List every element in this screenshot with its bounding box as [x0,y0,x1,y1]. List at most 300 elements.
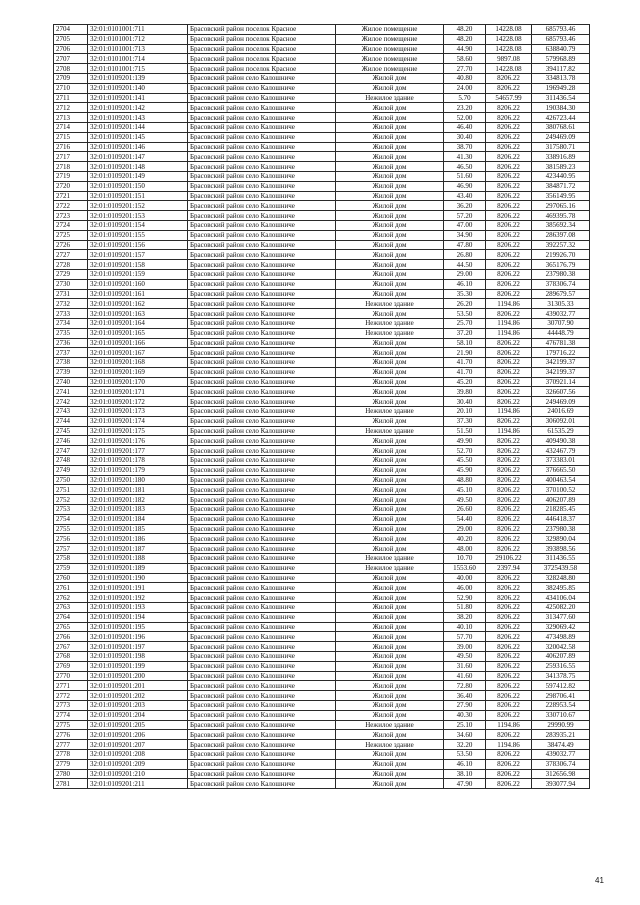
table-row [54,671,590,681]
table-row [54,681,590,691]
table-cell-type: Жилой дом [336,289,444,299]
table-cell-area: 58.10 [444,338,486,348]
table-cell-num: 2727 [54,250,88,260]
table-cell-type: Жилой дом [336,181,444,191]
table-cell-area: 52.00 [444,113,486,123]
table-cell-addr: Брасовский район село Калошниче [188,358,336,368]
table-cell-rate: 14228.08 [486,64,532,74]
table-cell-addr: Брасовский район село Калошниче [188,250,336,260]
table-cell-rate: 8206.22 [486,309,532,319]
table-cell-type: Жилой дом [336,416,444,426]
table-row [54,358,590,368]
table-cell-cad: 32:01:0109201:141 [88,93,188,103]
table-cell-num: 2773 [54,700,88,710]
table-cell-cad: 32:01:0109201:164 [88,318,188,328]
table-cell-type: Жилой дом [336,612,444,622]
table-cell-cost: 406207.89 [532,495,590,505]
table-cell-cad: 32:01:0109201:170 [88,377,188,387]
table-cell-type: Жилой дом [336,230,444,240]
table-cell-rate: 8206.22 [486,211,532,221]
table-cell-addr: Брасовский район село Калошниче [188,749,336,759]
table-row [54,367,590,377]
table-cell-area: 37.20 [444,328,486,338]
table-cell-num: 2745 [54,426,88,436]
table-row [54,554,590,564]
table-cell-rate: 8206.22 [486,652,532,662]
table-cell-area: 48.00 [444,544,486,554]
table-cell-rate: 8206.22 [486,730,532,740]
table-cell-rate: 8206.22 [486,240,532,250]
table-cell-num: 2754 [54,514,88,524]
table-cell-area: 36.40 [444,691,486,701]
table-row [54,563,590,573]
table-cell-addr: Брасовский район село Калошниче [188,652,336,662]
table-cell-cad: 32:01:0109201:166 [88,338,188,348]
table-cell-cost: 31305.33 [532,299,590,309]
table-cell-cad: 32:01:0109201:201 [88,681,188,691]
table-cell-type: Жилой дом [336,779,444,789]
table-cell-rate: 8206.22 [486,83,532,93]
table-cell-rate: 8206.22 [486,171,532,181]
table-cell-rate: 8206.22 [486,367,532,377]
table-cell-area: 46.90 [444,181,486,191]
table-cell-area: 52.90 [444,593,486,603]
table-cell-rate: 8206.22 [486,456,532,466]
table-row [54,269,590,279]
table-cell-cad: 32:01:0109201:149 [88,171,188,181]
table-cell-cost: 219926.70 [532,250,590,260]
table-cell-num: 2739 [54,367,88,377]
table-row [54,397,590,407]
table-cell-cost: 393898.56 [532,544,590,554]
table-cell-cost: 469395.78 [532,211,590,221]
table-cell-cad: 32:01:0101001:715 [88,64,188,74]
table-cell-cost: 259316.55 [532,661,590,671]
table-row [54,64,590,74]
table-cell-cost: 298706.41 [532,691,590,701]
table-cell-cost: 376665.50 [532,465,590,475]
table-row [54,201,590,211]
table-cell-rate: 1194.86 [486,426,532,436]
table-row [54,603,590,613]
table-cell-cost: 373383.01 [532,456,590,466]
table-cell-cad: 32:01:0109201:168 [88,358,188,368]
table-cell-cost: 384871.72 [532,181,590,191]
table-cell-cost: 30707.90 [532,318,590,328]
table-cell-rate: 8206.22 [486,465,532,475]
table-cell-num: 2758 [54,554,88,564]
table-cell-rate: 8206.22 [486,279,532,289]
table-cell-type: Жилой дом [336,534,444,544]
table-cell-addr: Брасовский район село Калошниче [188,563,336,573]
table-cell-num: 2750 [54,475,88,485]
table-cell-rate: 8206.22 [486,397,532,407]
table-cell-num: 2742 [54,397,88,407]
table-cell-addr: Брасовский район село Калошниче [188,211,336,221]
table-cell-cost: 439032.77 [532,749,590,759]
table-cell-type: Жилой дом [336,338,444,348]
table-cell-addr: Брасовский район село Калошниче [188,162,336,172]
table-cell-cost: 237980.38 [532,524,590,534]
table-cell-num: 2710 [54,83,88,93]
table-cell-type: Нежилое здание [336,563,444,573]
table-cell-type: Жилой дом [336,524,444,534]
table-cell-num: 2734 [54,318,88,328]
table-row [54,730,590,740]
table-cell-cad: 32:01:0109201:204 [88,710,188,720]
table-cell-cost: 685793.46 [532,34,590,44]
table-cell-addr: Брасовский район село Калошниче [188,514,336,524]
table-cell-type: Жилое помещение [336,25,444,35]
table-cell-type: Нежилое здание [336,328,444,338]
table-cell-area: 24.00 [444,83,486,93]
table-row [54,328,590,338]
table-cell-type: Жилой дом [336,269,444,279]
table-cell-num: 2776 [54,730,88,740]
table-cell-rate: 8206.22 [486,749,532,759]
table-row [54,377,590,387]
table-cell-type: Жилой дом [336,387,444,397]
table-cell-rate: 8206.22 [486,73,532,83]
table-cell-num: 2752 [54,495,88,505]
table-cell-rate: 8206.22 [486,446,532,456]
table-row [54,700,590,710]
table-cell-num: 2753 [54,505,88,515]
table-cell-cad: 32:01:0109201:155 [88,230,188,240]
table-cell-num: 2757 [54,544,88,554]
table-cell-addr: Брасовский район село Калошниче [188,299,336,309]
table-row [54,622,590,632]
table-cell-type: Жилой дом [336,622,444,632]
table-cell-num: 2713 [54,113,88,123]
table-cell-rate: 8206.22 [486,769,532,779]
table-cell-cost: 38474.49 [532,740,590,750]
table-cell-area: 47.80 [444,240,486,250]
table-cell-rate: 8206.22 [486,544,532,554]
table-cell-addr: Брасовский район село Калошниче [188,348,336,358]
table-cell-area: 39.80 [444,387,486,397]
table-cell-num: 2770 [54,671,88,681]
table-cell-cad: 32:01:0109201:142 [88,103,188,113]
table-cell-cad: 32:01:0109201:147 [88,152,188,162]
table-row [54,25,590,35]
table-cell-rate: 1194.86 [486,299,532,309]
table-cell-type: Жилой дом [336,632,444,642]
table-cell-cost: 446418.37 [532,514,590,524]
table-cell-area: 41.70 [444,358,486,368]
table-row [54,162,590,172]
table-cell-num: 2738 [54,358,88,368]
table-cell-type: Жилой дом [336,485,444,495]
table-cell-rate: 8206.22 [486,201,532,211]
table-cell-type: Жилой дом [336,436,444,446]
table-cell-type: Жилой дом [336,103,444,113]
table-cell-addr: Брасовский район село Калошниче [188,240,336,250]
table-cell-rate: 8206.22 [486,495,532,505]
table-cell-area: 45.50 [444,456,486,466]
table-row [54,338,590,348]
table-cell-addr: Брасовский район село Калошниче [188,544,336,554]
table-cell-cad: 32:01:0109201:172 [88,397,188,407]
table-cell-addr: Брасовский район поселок Красное [188,34,336,44]
table-cell-type: Жилой дом [336,367,444,377]
table-cell-area: 52.70 [444,446,486,456]
table-cell-cad: 32:01:0109201:143 [88,113,188,123]
table-row [54,103,590,113]
table-cell-type: Жилой дом [336,495,444,505]
table-cell-area: 34.60 [444,730,486,740]
table-cell-cad: 32:01:0109201:189 [88,563,188,573]
table-cell-type: Жилой дом [336,691,444,701]
table-cell-addr: Брасовский район село Калошниче [188,191,336,201]
table-cell-rate: 54657.99 [486,93,532,103]
table-row [54,309,590,319]
table-cell-num: 2781 [54,779,88,789]
table-cell-area: 51.80 [444,603,486,613]
table-cell-cad: 32:01:0109201:174 [88,416,188,426]
table-cell-rate: 8206.22 [486,622,532,632]
table-cell-type: Нежилое здание [336,318,444,328]
table-cell-num: 2747 [54,446,88,456]
table-cell-type: Жилой дом [336,514,444,524]
table-cell-num: 2716 [54,142,88,152]
table-cell-cost: 370921.14 [532,377,590,387]
table-cell-addr: Брасовский район село Калошниче [188,407,336,417]
table-cell-cad: 32:01:0109201:196 [88,632,188,642]
table-cell-area: 26.20 [444,299,486,309]
table-cell-rate: 8206.22 [486,250,532,260]
table-cell-addr: Брасовский район село Калошниче [188,475,336,485]
table-cell-addr: Брасовский район село Калошниче [188,328,336,338]
table-cell-area: 40.30 [444,710,486,720]
table-cell-num: 2740 [54,377,88,387]
table-cell-addr: Брасовский район село Калошниче [188,122,336,132]
table-cell-type: Нежилое здание [336,299,444,309]
table-cell-cost: 179716.22 [532,348,590,358]
table-cell-area: 48.80 [444,475,486,485]
table-cell-type: Жилой дом [336,446,444,456]
table-cell-cad: 32:01:0109201:140 [88,83,188,93]
table-cell-num: 2718 [54,162,88,172]
table-cell-area: 49.50 [444,652,486,662]
table-cell-type: Жилой дом [336,652,444,662]
table-cell-num: 2767 [54,642,88,652]
table-cell-cost: 365176.79 [532,260,590,270]
table-row [54,456,590,466]
table-cell-area: 26.80 [444,250,486,260]
table-cell-rate: 8206.22 [486,759,532,769]
table-cell-addr: Брасовский район село Калошниче [188,710,336,720]
table-row [54,318,590,328]
table-cell-cad: 32:01:0109201:169 [88,367,188,377]
table-cell-type: Жилой дом [336,505,444,515]
table-cell-cost: 392257.32 [532,240,590,250]
table-cell-cost: 370100.52 [532,485,590,495]
table-cell-rate: 8206.22 [486,289,532,299]
table-cell-num: 2749 [54,465,88,475]
table-cell-rate: 8206.22 [486,416,532,426]
table-cell-cost: 338916.89 [532,152,590,162]
table-cell-cost: 283935.21 [532,730,590,740]
table-cell-area: 48.20 [444,34,486,44]
table-cell-area: 31.60 [444,661,486,671]
table-cell-cad: 32:01:0109201:203 [88,700,188,710]
table-cell-addr: Брасовский район село Калошниче [188,416,336,426]
table-cell-cad: 32:01:0109201:185 [88,524,188,534]
table-cell-rate: 8206.22 [486,181,532,191]
table-cell-type: Жилой дом [336,397,444,407]
table-cell-num: 2768 [54,652,88,662]
table-row [54,436,590,446]
table-cell-num: 2764 [54,612,88,622]
table-cell-area: 40.10 [444,622,486,632]
table-cell-area: 57.70 [444,632,486,642]
table-cell-area: 48.20 [444,25,486,35]
table-cell-rate: 8206.22 [486,681,532,691]
table-row [54,122,590,132]
table-row [54,446,590,456]
table-row [54,260,590,270]
table-cell-num: 2731 [54,289,88,299]
table-cell-area: 32.20 [444,740,486,750]
table-cell-rate: 14228.08 [486,44,532,54]
table-cell-rate: 8206.22 [486,661,532,671]
table-cell-cost: 423440.95 [532,171,590,181]
table-cell-cost: 425082.20 [532,603,590,613]
table-cell-num: 2765 [54,622,88,632]
table-cell-cost: 380768.61 [532,122,590,132]
table-cell-area: 45.10 [444,485,486,495]
table-cell-cad: 32:01:0109201:177 [88,446,188,456]
table-row [54,691,590,701]
table-cell-addr: Брасовский район село Калошниче [188,171,336,181]
table-cell-num: 2760 [54,573,88,583]
table-cell-cad: 32:01:0101001:714 [88,54,188,64]
table-cell-rate: 8206.22 [486,534,532,544]
table-cell-area: 30.40 [444,397,486,407]
table-cell-addr: Брасовский район село Калошниче [188,622,336,632]
table-cell-num: 2706 [54,44,88,54]
table-row [54,93,590,103]
registry-table-body [54,25,590,789]
table-cell-addr: Брасовский район село Калошниче [188,720,336,730]
table-cell-cost: 24016.69 [532,407,590,417]
table-cell-type: Жилой дом [336,73,444,83]
table-cell-num: 2761 [54,583,88,593]
table-cell-type: Жилой дом [336,142,444,152]
table-cell-rate: 8206.22 [486,358,532,368]
table-cell-cad: 32:01:0109201:193 [88,603,188,613]
table-cell-area: 10.70 [444,554,486,564]
table-cell-num: 2762 [54,593,88,603]
table-cell-type: Нежилое здание [336,426,444,436]
table-cell-addr: Брасовский район поселок Красное [188,25,336,35]
table-cell-type: Жилой дом [336,593,444,603]
table-cell-cad: 32:01:0109201:161 [88,289,188,299]
table-cell-cad: 32:01:0109201:178 [88,456,188,466]
table-cell-cad: 32:01:0109201:145 [88,132,188,142]
table-cell-area: 25.70 [444,318,486,328]
table-cell-addr: Брасовский район село Калошниче [188,309,336,319]
table-cell-addr: Брасовский район село Калошниче [188,103,336,113]
table-cell-rate: 8206.22 [486,573,532,583]
table-row [54,524,590,534]
table-cell-rate: 8206.22 [486,230,532,240]
table-cell-area: 47.90 [444,779,486,789]
table-cell-rate: 8206.22 [486,436,532,446]
table-cell-rate: 8206.22 [486,485,532,495]
table-cell-addr: Брасовский район село Калошниче [188,83,336,93]
table-cell-type: Жилой дом [336,162,444,172]
table-row [54,661,590,671]
table-row [54,759,590,769]
table-cell-addr: Брасовский район село Калошниче [188,661,336,671]
table-cell-type: Нежилое здание [336,740,444,750]
table-cell-cost: 382495.85 [532,583,590,593]
table-cell-addr: Брасовский район село Калошниче [188,730,336,740]
table-row [54,348,590,358]
table-cell-rate: 1194.86 [486,740,532,750]
table-cell-area: 45.20 [444,377,486,387]
table-cell-cost: 237980.38 [532,269,590,279]
table-row [54,534,590,544]
table-cell-num: 2730 [54,279,88,289]
table-cell-num: 2723 [54,211,88,221]
table-cell-addr: Брасовский район село Калошниче [188,554,336,564]
table-cell-cost: 400463.54 [532,475,590,485]
table-cell-cad: 32:01:0109201:171 [88,387,188,397]
table-cell-addr: Брасовский район село Калошниче [188,318,336,328]
table-cell-area: 40.20 [444,534,486,544]
table-cell-type: Жилой дом [336,642,444,652]
table-cell-addr: Брасовский район село Калошниче [188,220,336,230]
table-row [54,240,590,250]
table-cell-num: 2732 [54,299,88,309]
table-cell-area: 45.90 [444,465,486,475]
table-cell-cad: 32:01:0109201:211 [88,779,188,789]
table-cell-rate: 2397.94 [486,563,532,573]
table-cell-area: 40.80 [444,73,486,83]
table-cell-cad: 32:01:0109201:199 [88,661,188,671]
table-row [54,612,590,622]
table-cell-num: 2720 [54,181,88,191]
table-cell-cost: 434106.04 [532,593,590,603]
table-cell-cost: 334813.78 [532,73,590,83]
table-row [54,475,590,485]
table-cell-cost: 426723.44 [532,113,590,123]
table-cell-type: Нежилое здание [336,93,444,103]
table-cell-cost: 329890.04 [532,534,590,544]
table-cell-cost: 312656.98 [532,769,590,779]
table-cell-num: 2756 [54,534,88,544]
table-cell-cad: 32:01:0109201:195 [88,622,188,632]
table-cell-num: 2728 [54,260,88,270]
table-cell-cad: 32:01:0109201:144 [88,122,188,132]
table-cell-cost: 190384.30 [532,103,590,113]
table-cell-cad: 32:01:0109201:139 [88,73,188,83]
table-cell-rate: 8206.22 [486,387,532,397]
table-cell-num: 2780 [54,769,88,779]
table-cell-area: 25.10 [444,720,486,730]
table-cell-cad: 32:01:0109201:197 [88,642,188,652]
table-cell-cad: 32:01:0109201:157 [88,250,188,260]
table-cell-area: 46.40 [444,122,486,132]
table-row [54,720,590,730]
table-cell-rate: 8206.22 [486,269,532,279]
table-cell-area: 27.70 [444,64,486,74]
table-cell-addr: Брасовский район село Калошниче [188,465,336,475]
table-cell-rate: 8206.22 [486,142,532,152]
